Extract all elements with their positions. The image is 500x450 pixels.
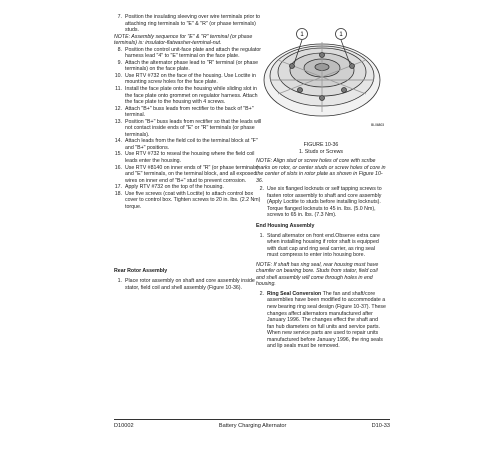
step-item — [114, 47, 264, 60]
step-number: 18. — [114, 190, 122, 197]
step-item — [114, 106, 264, 119]
figure-10-36 — [256, 14, 388, 133]
step-item — [114, 119, 264, 139]
step-item — [114, 86, 264, 106]
step-item — [256, 233, 386, 259]
step-number: 8. — [117, 46, 122, 53]
step-item — [114, 191, 264, 211]
step-text-ring-seal: The fan and shaft/core assemblies have been modified to accommodate a new bearing ring seal design (Figure 10-37). These changes affect alternators manufactured after January 1996. The changes effect the shaft and fan hub diameters on full units and service parts. When new service parts are used to repair units manufactured before January 1996, the ring seals and lip seals must be removed. — [267, 290, 386, 350]
figure-item-1: 1. Studs or Screws — [298, 148, 344, 155]
footer-page-number: D10-33 — [371, 423, 390, 429]
step-number: 7. — [117, 14, 122, 20]
step-text: Attach leads from the field coil to the terminal block at "F" and "B+" positions. — [125, 138, 258, 151]
step-number: 14. — [114, 138, 122, 145]
step-text: Position the insulating sleeving over wire terminals prior to attaching ring terminals to "E" & "R" (or phase terminals) studs. — [125, 14, 261, 34]
footer-title: Battery Charging Alternator — [218, 423, 287, 429]
step-number: 10. — [114, 72, 122, 79]
step-item — [114, 60, 264, 73]
step-text: Attach the alternator phase lead to "R" terminal (or phase terminals) on the face plate. — [125, 59, 259, 73]
rotor-illustration — [256, 14, 388, 133]
callout-1-right: 1 — [339, 32, 343, 38]
step-number: 15. — [114, 151, 122, 158]
note-ring-seal: NOTE: If shaft has ring seal, rear housing must have chamfer on bearing bore. Studs from stator, field coil and shell assembly will come through holes in end housing. — [256, 261, 379, 288]
step-item — [114, 151, 264, 164]
step-text: Position the control unit-face plate and attach the regulator harness lead "4" to "E" terminal on the face plate. — [125, 46, 262, 60]
step-text: Install the face plate onto the housing while sliding slot in the face plate onto grommet on regulator harness. Attach the face plate to the housing with 4 screws. — [125, 86, 258, 106]
step-item — [114, 278, 264, 291]
step-item — [256, 186, 386, 219]
step-number: 11. — [115, 86, 122, 93]
figure-code: BI-06803 — [371, 123, 384, 127]
steps-rotor-fasten — [256, 186, 386, 219]
step-text: Position "B+" buss leads from rectifier so that the leads will not contact inside ends of "E" or "R" terminals (or phase terminals). — [125, 118, 262, 138]
step-item — [114, 73, 264, 86]
step-heading-ring-seal: Ring Seal Conversion — [267, 290, 322, 297]
steps-rear — [114, 278, 264, 291]
step-number: 2. — [259, 290, 264, 297]
callout-1-left: 1 — [300, 32, 304, 38]
page-footer — [114, 419, 390, 429]
figure-caption: FIGURE 10-36 — [303, 142, 339, 148]
step-text: Use six flanged locknuts or self tapping screws to fasten rotor assembly to shaft and core assembly (Apply Loctite to studs before installing locknuts). Torque flanged locknuts to 45 in. lbs. (5.0 Nm), screws to 65 in. lbs. (7.3 Nm). — [267, 186, 382, 219]
step-item — [114, 165, 264, 185]
step-text: Use RTV #732 on the face of the housing. Use Loctite in mounting screw holes for the face plate. — [125, 72, 256, 86]
step-text: Apply RTV #732 on the top of the housing. — [125, 184, 224, 191]
step-text: Use RTV #8140 on inner ends of "R" (or phase terminals) and "E" terminals, on the terminal block, and all exposed wires on inner end of "B+" stud to prevent corrosion. — [125, 164, 259, 184]
heading-end-housing-assembly: End Housing Assembly — [256, 223, 315, 230]
step-number: 9. — [117, 59, 122, 66]
footer-doc-number: D10002 — [114, 423, 134, 429]
note-assembly-sequence: NOTE: Assembly sequence for "E" & "R" terminal (or phase terminals) is: insulator-flatwasher-terminal-nut. — [114, 33, 253, 47]
step-text: Use RTV #732 to reseal the housing where the field coil leads enter the housing. — [125, 151, 255, 165]
right-column — [256, 142, 386, 350]
note-align-holes: NOTE: Align stud or screw holes of core with scribe marks on rotor, or center studs or screw holes of core in the center of slots in rotor plate as shown in Figure 10-36. — [256, 158, 386, 184]
step-text: Place rotor assembly on shaft and core assembly inside stator, field coil and shell assembly (Figure 10-36). — [125, 277, 255, 291]
step-number: 13. — [114, 118, 122, 125]
step-text: Use five screws (coat with Loctite) to attach control box cover to control box. Tighten screws to 20 in. lbs. (2.2 Nm) torque. — [125, 190, 261, 210]
step-number: 12. — [114, 105, 122, 112]
step-number: 2. — [259, 186, 264, 193]
step-text: Attach "B+" buss leads from rectifier to the back of "B+" terminal. — [125, 105, 254, 119]
left-column — [114, 14, 264, 291]
steps-top — [114, 14, 264, 34]
step-number: 1. — [117, 277, 122, 284]
column-gap — [114, 210, 264, 268]
steps-end-housing — [256, 233, 386, 259]
steps-mid — [114, 47, 264, 211]
step-number: 1. — [259, 232, 264, 239]
step-item — [114, 138, 264, 151]
step-number: 17. — [114, 184, 122, 191]
heading-rear-rotor-assembly: Rear Rotor Assembly — [114, 268, 168, 275]
step-text: Stand alternator on front end.Observe extra care when installing housing if rotor shaft is equipped with dust cap and ring seal carrier, as ring seal must compress to enter into housing bore. — [267, 232, 380, 259]
step-item — [114, 14, 264, 34]
step-ring-seal-conversion — [256, 291, 386, 350]
step-number: 16. — [114, 164, 122, 171]
